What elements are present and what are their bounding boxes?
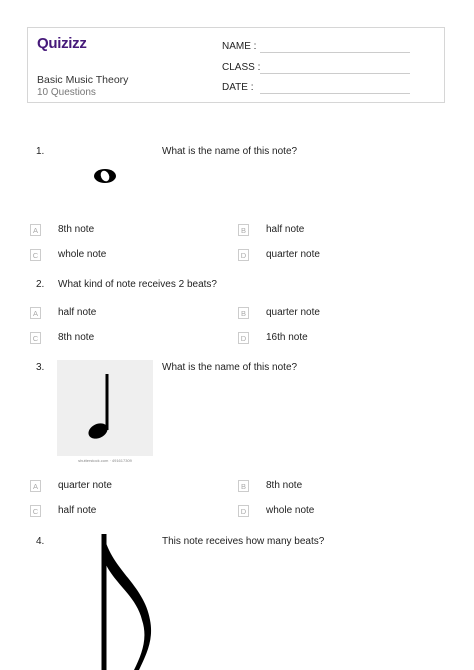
q3-option-a-box[interactable]: A — [30, 480, 41, 492]
q2-option-d-text: 16th note — [266, 332, 308, 343]
q1-option-c-text: whole note — [58, 249, 107, 260]
q1-option-d-box[interactable]: D — [238, 249, 249, 261]
question-2-number: 2. — [36, 279, 45, 290]
question-3-text: What is the name of this note? — [162, 362, 298, 373]
question-1-text: What is the name of this note? — [162, 146, 298, 157]
q2-option-d-box[interactable]: D — [238, 332, 249, 344]
q2-option-b-text: quarter note — [266, 307, 320, 318]
q3-option-b-box[interactable]: B — [238, 480, 249, 492]
eighth-note-icon — [84, 530, 164, 670]
name-field[interactable] — [260, 52, 410, 53]
question-4-number: 4. — [36, 536, 45, 547]
question-1-number: 1. — [36, 146, 45, 157]
q2-option-c-box[interactable]: C — [30, 332, 41, 344]
q2-option-a-box[interactable]: A — [30, 307, 41, 319]
worksheet-title: Basic Music Theory — [37, 74, 129, 86]
question-2-text: What kind of note receives 2 beats? — [58, 279, 217, 290]
name-label: NAME : — [222, 41, 257, 52]
q3-option-c-box[interactable]: C — [30, 505, 41, 517]
q2-option-a-text: half note — [58, 307, 97, 318]
q3-option-a-text: quarter note — [58, 480, 112, 491]
q1-option-a-text: 8th note — [58, 224, 95, 235]
q1-option-b-text: half note — [266, 224, 305, 235]
q1-option-c-box[interactable]: C — [30, 249, 41, 261]
quarter-note-icon — [57, 360, 153, 456]
question-4-text: This note receives how many beats? — [162, 536, 325, 547]
date-label: DATE : — [222, 82, 254, 93]
quarter-note-image — [57, 360, 153, 463]
class-label: CLASS : — [222, 62, 261, 73]
question-3-number: 3. — [36, 362, 45, 373]
q2-option-b-box[interactable]: B — [238, 307, 249, 319]
q3-option-c-text: half note — [58, 505, 97, 516]
worksheet-subtitle: 10 Questions — [37, 87, 96, 98]
whole-note-icon — [92, 166, 120, 186]
quizizz-logo: Quizizz — [37, 35, 87, 52]
q2-option-c-text: 8th note — [58, 332, 95, 343]
q1-option-d-text: quarter note — [266, 249, 320, 260]
q1-option-a-box[interactable]: A — [30, 224, 41, 236]
q3-option-d-text: whole note — [266, 505, 315, 516]
q3-option-b-text: 8th note — [266, 480, 303, 491]
date-field[interactable] — [260, 93, 410, 94]
q1-option-b-box[interactable]: B — [238, 224, 249, 236]
q3-option-d-box[interactable]: D — [238, 505, 249, 517]
image-caption: shutterstock.com · 491617309 — [78, 458, 132, 463]
class-field[interactable] — [260, 73, 410, 74]
